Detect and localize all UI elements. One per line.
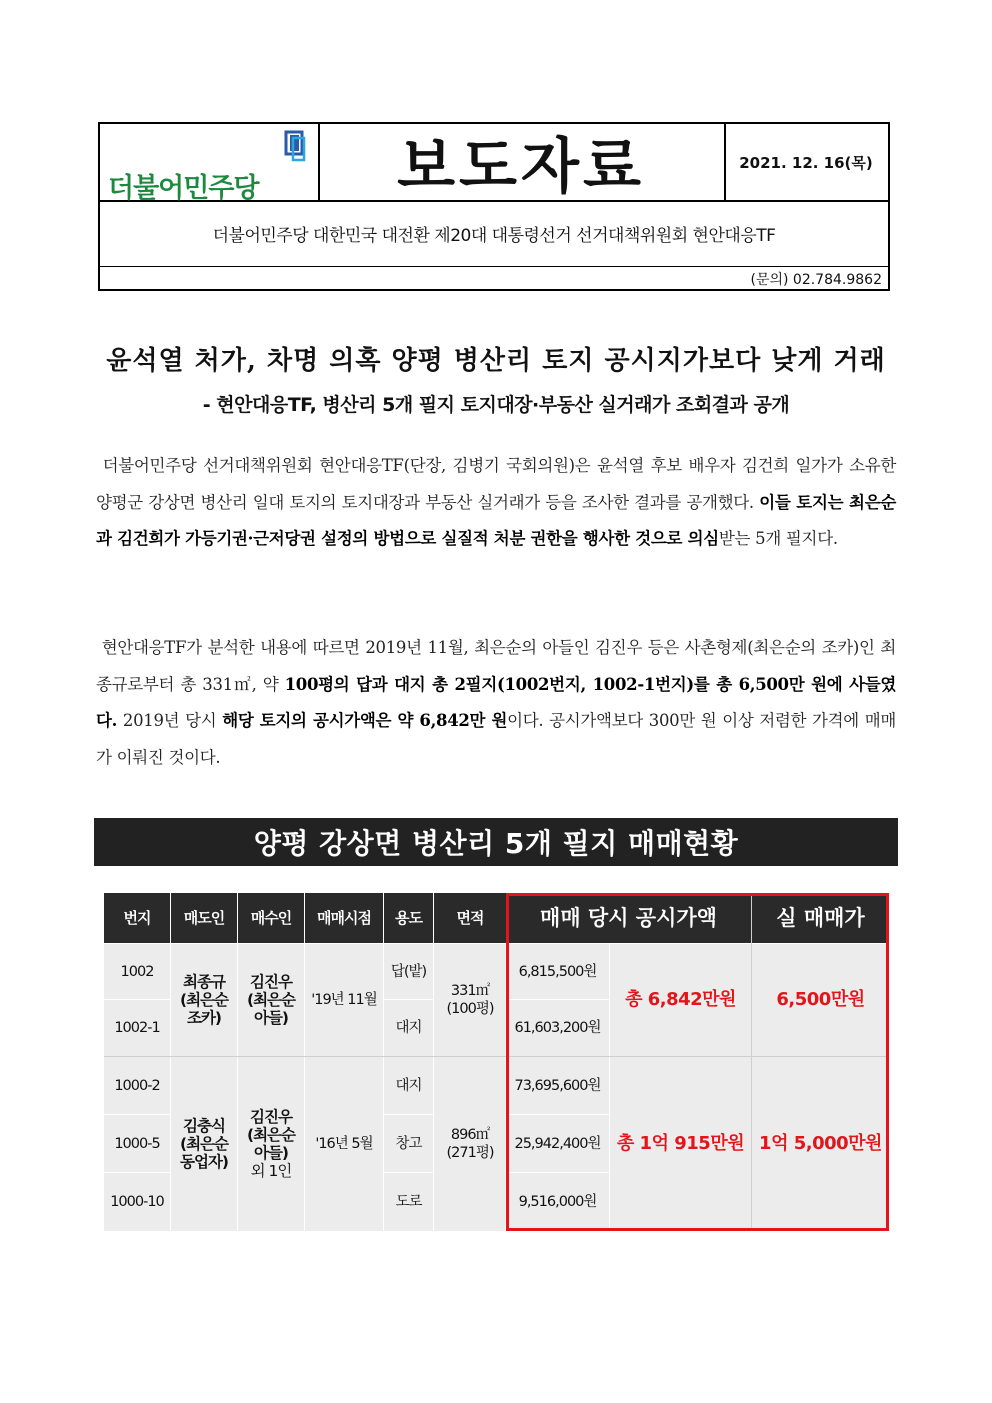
doc-title: 보도자료 xyxy=(397,132,645,202)
area-pyeong: (100평) xyxy=(446,1001,494,1017)
land-transaction-table xyxy=(104,893,886,1231)
lot-1002: 1002 xyxy=(120,963,154,980)
header-top-row xyxy=(100,124,888,202)
grid-line xyxy=(433,944,434,1231)
grid-line xyxy=(237,944,238,1231)
grid-line xyxy=(104,1114,170,1115)
use-1000-10: 도로 xyxy=(395,1194,422,1210)
seller-relation: (최은순 xyxy=(179,1135,228,1153)
col-header-use: 용도 xyxy=(384,893,433,943)
actual-price-group1: 6,500만원 xyxy=(776,989,865,1010)
p2-text-a: 현안대응TF가 분석한 내용에 따르면 2019년 11월, 최은순의 아들인 김진우 등은 사촌형제(최은순의 조카)인 최종규로부터 총 331㎡, 약 xyxy=(96,638,896,694)
buyer-relation-2: 아들) xyxy=(253,1009,289,1027)
p2-text-bold-2: 해당 토지의 공시가액은 약 6,842만 원 xyxy=(222,711,508,730)
buyer-group2 xyxy=(238,1057,304,1231)
grid-line xyxy=(384,1172,433,1173)
area-pyeong: (271평) xyxy=(446,1145,494,1161)
lot-1000-10: 1000-10 xyxy=(110,1194,164,1210)
use-1002: 답(밭) xyxy=(390,963,427,980)
grid-line xyxy=(384,1114,433,1115)
seller-group2 xyxy=(171,1057,237,1231)
seller-relation-2: 조카) xyxy=(186,1009,222,1027)
p2-text-bold-1: 100평의 답과 대지 총 2필지(1002번지, 1002-1번지)를 총 6,500만 원에 사들였다. xyxy=(96,674,896,730)
area-sqm: 331㎡ xyxy=(450,983,490,999)
grid-line xyxy=(170,944,171,1231)
total-official-group2: 총 1억 915만원 xyxy=(616,1133,745,1154)
grid-line xyxy=(506,999,609,1000)
official-1002: 6,815,500원 xyxy=(518,963,597,980)
grid-line xyxy=(104,1172,170,1173)
lot-1002-1: 1002-1 xyxy=(114,1020,160,1036)
grid-line xyxy=(506,1114,609,1115)
headline: 윤석열 처가, 차명 의혹 양평 병산리 토지 공시지가보다 낮게 거래 xyxy=(106,346,886,376)
seller-name: 김충식 xyxy=(183,1117,225,1135)
seller-group1 xyxy=(171,944,237,1056)
body-paragraph-2 xyxy=(96,630,896,776)
actual-price-group2: 1억 5,000만원 xyxy=(759,1133,882,1154)
official-1000-5: 25,942,400원 xyxy=(514,1135,601,1152)
use-1000-2: 대지 xyxy=(395,1077,422,1094)
party-logo-text: 더불어민주당 xyxy=(108,173,259,204)
grid-line xyxy=(751,893,752,1231)
trade-date-group2: '16년 5월 xyxy=(315,1136,373,1152)
doc-title-cell xyxy=(318,124,726,200)
col-header-buyer: 매수인 xyxy=(238,893,304,943)
official-1000-2: 73,695,600원 xyxy=(514,1077,601,1094)
p1-text-c: 받는 5개 필지다. xyxy=(718,529,838,548)
press-release-header xyxy=(98,122,890,291)
official-1000-10: 9,516,000원 xyxy=(518,1194,597,1210)
buyer-name: 김진우 xyxy=(250,1108,292,1126)
buyer-name: 김진우 xyxy=(250,973,292,991)
col-header-official-price: 매매 당시 공시가액 xyxy=(506,893,751,943)
p2-text-e: 이다. 공시가액보다 300만 원 이상 저렴한 가격에 매매가 이뤄진 것이다. xyxy=(96,711,896,767)
p1-text-a: 더불어민주당 선거대책위원회 현안대응TF(단장, 김병기 국회의원)은 윤석열 후보 배우자 김건희 일가가 소유한 양평군 강상면 병산리 일대 토지의 토지대장과 부동산 실거래가 등을 조사한 결과를 공개했다. xyxy=(96,456,896,512)
lot-1000-2: 1000-2 xyxy=(114,1077,160,1094)
seller-relation-2: 동업자) xyxy=(179,1153,228,1171)
buyer-relation-2: 아들) xyxy=(253,1144,289,1162)
seller-name: 최종규 xyxy=(183,973,225,991)
col-header-date: 매매시점 xyxy=(305,893,383,943)
area-group1 xyxy=(434,944,506,1056)
col-header-lot: 번지 xyxy=(104,893,170,943)
subheadline: - 현안대응TF, 병산리 5개 필지 토지대장·부동산 실거래가 조회결과 공개 xyxy=(202,394,790,416)
use-1002-1: 대지 xyxy=(395,1020,422,1036)
p1-text-bold: 이들 토지는 최은순과 김건희가 가등기권·근저당권 설정의 방법으로 실질적 처분 권한을 행사한 것으로 의심 xyxy=(96,492,896,548)
use-1000-5: 창고 xyxy=(395,1135,422,1152)
grid-line xyxy=(383,944,384,1231)
table-title-banner: 양평 강상면 병산리 5개 필지 매매현황 xyxy=(94,818,898,866)
party-logo xyxy=(100,124,320,204)
buyer-extra: 외 1인 xyxy=(250,1162,292,1180)
grid-line xyxy=(384,999,433,1000)
buyer-relation: (최은순 xyxy=(246,1126,295,1144)
organization-name: 더불어민주당 대한민국 대전환 제20대 대통령선거 선거대책위원회 현안대응TF xyxy=(100,200,888,267)
grid-line xyxy=(104,1056,889,1057)
col-header-actual-price: 실 매매가 xyxy=(752,893,889,943)
col-header-area: 면적 xyxy=(434,893,506,943)
grid-line xyxy=(505,944,506,1231)
grid-line xyxy=(609,944,610,1231)
buyer-group1 xyxy=(238,944,304,1056)
col-header-seller: 매도인 xyxy=(171,893,237,943)
body-paragraph-1 xyxy=(96,448,896,558)
area-sqm: 896㎡ xyxy=(450,1127,490,1143)
buyer-relation: (최은순 xyxy=(246,991,295,1009)
grid-line xyxy=(506,1172,609,1173)
seller-relation: (최은순 xyxy=(179,991,228,1009)
p2-text-c: 2019년 당시 xyxy=(117,711,223,730)
official-1002-1: 61,603,200원 xyxy=(514,1020,601,1036)
grid-line xyxy=(304,944,305,1231)
lot-1000-5: 1000-5 xyxy=(114,1135,160,1152)
total-official-group1: 총 6,842만원 xyxy=(625,989,736,1010)
party-logo-mark-icon xyxy=(284,130,306,162)
contact-number: (문의) 02.784.9862 xyxy=(750,271,882,288)
grid-line xyxy=(104,999,170,1000)
trade-date-group1: '19년 11월 xyxy=(311,992,377,1008)
area-group2 xyxy=(434,1057,506,1231)
release-date: 2021. 12. 16(목) xyxy=(739,153,873,172)
